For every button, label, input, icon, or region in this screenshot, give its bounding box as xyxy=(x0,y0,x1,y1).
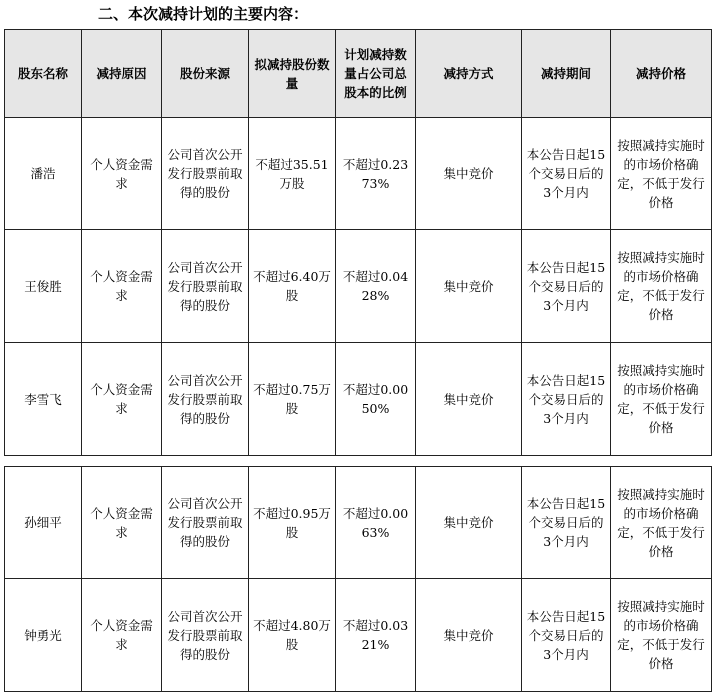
cell-quantity: 不超过35.51万股 xyxy=(249,118,336,230)
cell-name: 钟勇光 xyxy=(5,579,82,692)
table-row xyxy=(5,467,712,579)
cell-ratio: 不超过0.0050% xyxy=(336,343,416,456)
cell-period: 本公告日起15个交易日后的3个月内 xyxy=(522,579,611,692)
reduction-plan-table xyxy=(4,29,712,456)
table-row xyxy=(5,230,712,343)
header-reduction-reason: 减持原因 xyxy=(82,30,162,118)
cell-period: 本公告日起15个交易日后的3个月内 xyxy=(522,343,611,456)
cell-method: 集中竞价 xyxy=(416,118,522,230)
cell-period: 本公告日起15个交易日后的3个月内 xyxy=(522,118,611,230)
cell-method: 集中竞价 xyxy=(416,467,522,579)
cell-source: 公司首次公开发行股票前取得的股份 xyxy=(162,230,249,343)
cell-method: 集中竞价 xyxy=(416,343,522,456)
section-heading: 二、本次减持计划的主要内容： xyxy=(98,5,309,23)
cell-source: 公司首次公开发行股票前取得的股份 xyxy=(162,343,249,456)
table-row xyxy=(5,579,712,692)
cell-price: 按照减持实施时的市场价格确定，不低于发行价格 xyxy=(611,579,712,692)
cell-source: 公司首次公开发行股票前取得的股份 xyxy=(162,467,249,579)
cell-source: 公司首次公开发行股票前取得的股份 xyxy=(162,579,249,692)
cell-name: 潘浩 xyxy=(5,118,82,230)
header-planned-quantity: 拟减持股份数量 xyxy=(249,30,336,118)
cell-price: 按照减持实施时的市场价格确定，不低于发行价格 xyxy=(611,118,712,230)
cell-name: 王俊胜 xyxy=(5,230,82,343)
cell-price: 按照减持实施时的市场价格确定，不低于发行价格 xyxy=(611,230,712,343)
cell-method: 集中竞价 xyxy=(416,579,522,692)
table-row xyxy=(5,343,712,456)
cell-ratio: 不超过0.0428% xyxy=(336,230,416,343)
cell-period: 本公告日起15个交易日后的3个月内 xyxy=(522,467,611,579)
cell-source: 公司首次公开发行股票前取得的股份 xyxy=(162,118,249,230)
cell-reason: 个人资金需求 xyxy=(82,579,162,692)
cell-reason: 个人资金需求 xyxy=(82,118,162,230)
header-period: 减持期间 xyxy=(522,30,611,118)
cell-quantity: 不超过0.95万股 xyxy=(249,467,336,579)
cell-ratio: 不超过0.0321% xyxy=(336,579,416,692)
header-shareholder-name: 股东名称 xyxy=(5,30,82,118)
reduction-plan-table-continued xyxy=(4,466,712,692)
header-price: 减持价格 xyxy=(611,30,712,118)
table-row xyxy=(5,118,712,230)
cell-quantity: 不超过0.75万股 xyxy=(249,343,336,456)
cell-method: 集中竞价 xyxy=(416,230,522,343)
cell-ratio: 不超过0.0063% xyxy=(336,467,416,579)
cell-reason: 个人资金需求 xyxy=(82,343,162,456)
cell-quantity: 不超过6.40万股 xyxy=(249,230,336,343)
table-header-row xyxy=(5,30,712,118)
header-ratio: 计划减持数量占公司总股本的比例 xyxy=(336,30,416,118)
cell-name: 孙细平 xyxy=(5,467,82,579)
cell-reason: 个人资金需求 xyxy=(82,467,162,579)
cell-quantity: 不超过4.80万股 xyxy=(249,579,336,692)
cell-ratio: 不超过0.2373% xyxy=(336,118,416,230)
header-share-source: 股份来源 xyxy=(162,30,249,118)
cell-price: 按照减持实施时的市场价格确定，不低于发行价格 xyxy=(611,467,712,579)
header-method: 减持方式 xyxy=(416,30,522,118)
cell-period: 本公告日起15个交易日后的3个月内 xyxy=(522,230,611,343)
cell-reason: 个人资金需求 xyxy=(82,230,162,343)
cell-name: 李雪飞 xyxy=(5,343,82,456)
cell-price: 按照减持实施时的市场价格确定，不低于发行价格 xyxy=(611,343,712,456)
